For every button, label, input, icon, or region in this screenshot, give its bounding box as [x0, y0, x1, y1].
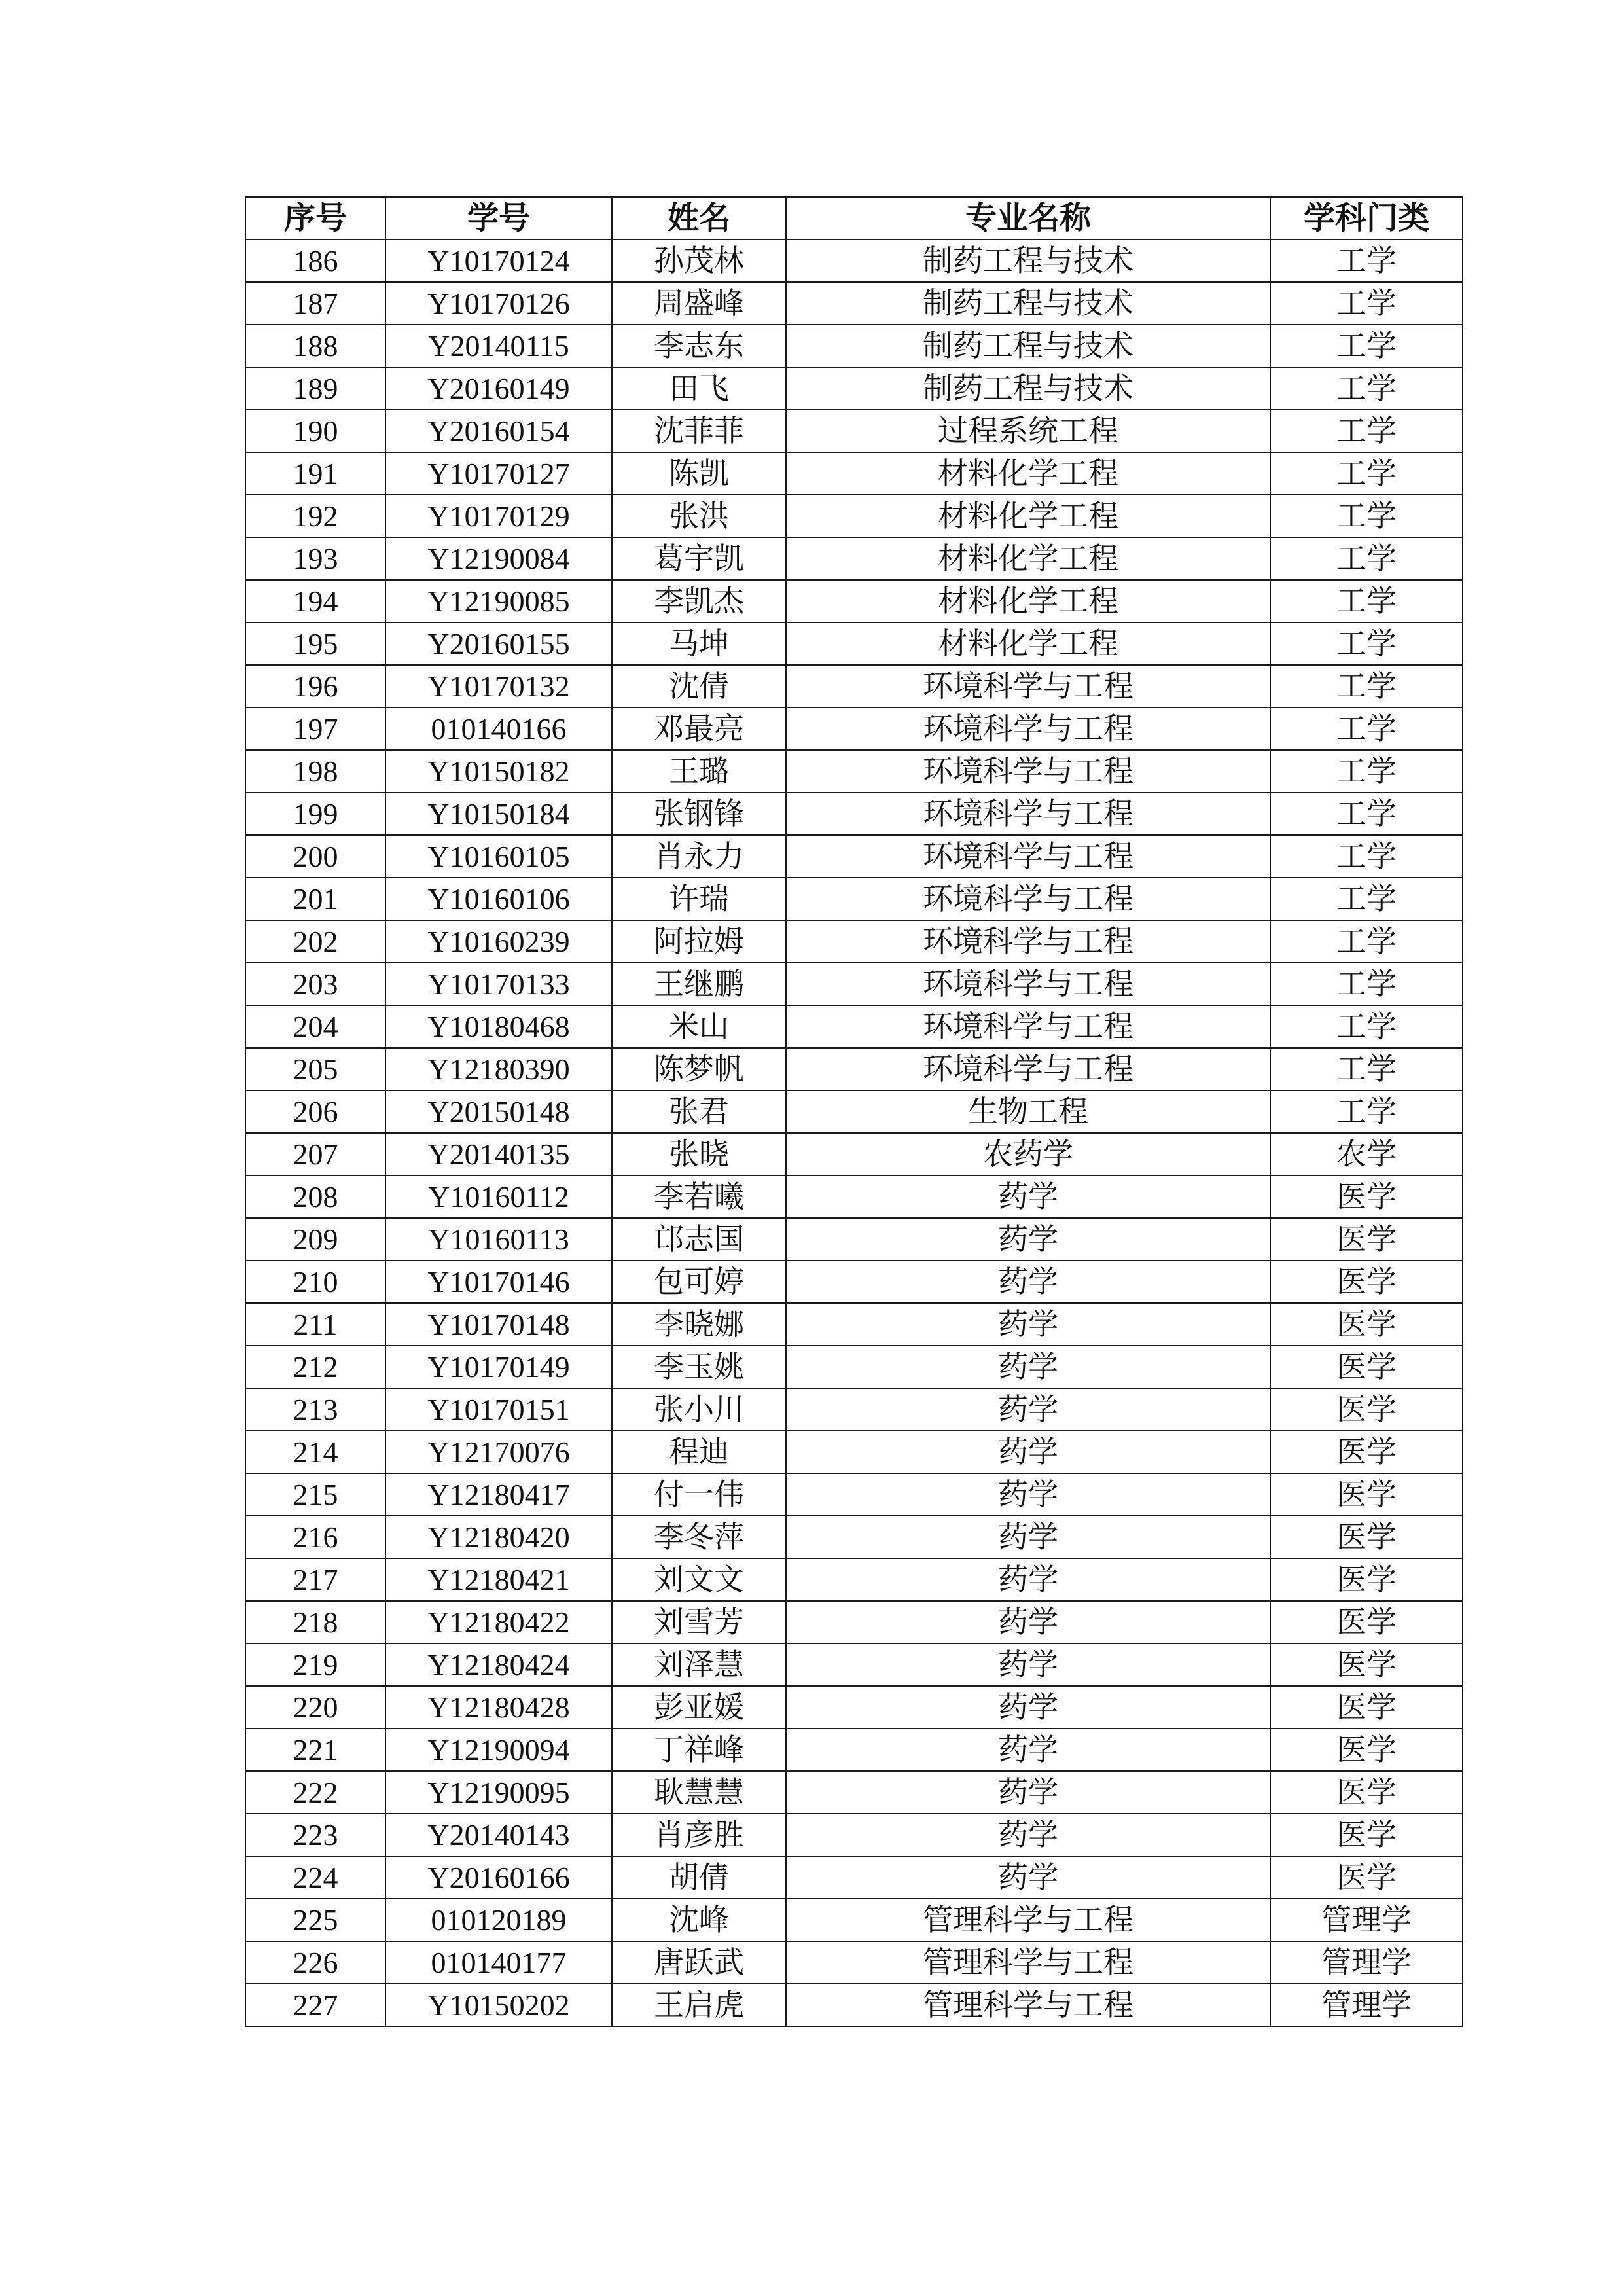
- cell-category: 工学: [1270, 495, 1463, 537]
- cell-name: 沈菲菲: [612, 410, 786, 452]
- cell-category: 医学: [1270, 1729, 1463, 1771]
- cell-name: 张晓: [612, 1133, 786, 1175]
- cell-name: 王璐: [612, 750, 786, 793]
- table-row: [245, 1218, 1463, 1261]
- cell-seq: 207: [245, 1133, 385, 1175]
- cell-category: 工学: [1270, 920, 1463, 963]
- cell-student-id: Y12190094: [385, 1729, 612, 1771]
- cell-major: 环境科学与工程: [786, 708, 1270, 750]
- table-row: [245, 708, 1463, 750]
- cell-major: 药学: [786, 1856, 1270, 1899]
- cell-name: 刘文文: [612, 1558, 786, 1601]
- cell-seq: 198: [245, 750, 385, 793]
- cell-name: 邓最亮: [612, 708, 786, 750]
- cell-seq: 201: [245, 878, 385, 920]
- cell-category: 医学: [1270, 1558, 1463, 1601]
- cell-category: 医学: [1270, 1388, 1463, 1431]
- cell-student-id: Y20140143: [385, 1814, 612, 1856]
- cell-name: 包可婷: [612, 1261, 786, 1303]
- cell-category: 医学: [1270, 1771, 1463, 1814]
- cell-name: 张钢锋: [612, 793, 786, 835]
- header-major: 专业名称: [786, 197, 1270, 240]
- cell-student-id: Y10170149: [385, 1346, 612, 1388]
- cell-name: 米山: [612, 1005, 786, 1048]
- cell-seq: 215: [245, 1473, 385, 1516]
- cell-student-id: Y10150182: [385, 750, 612, 793]
- cell-name: 田飞: [612, 367, 786, 410]
- cell-student-id: Y12180417: [385, 1473, 612, 1516]
- cell-name: 刘雪芳: [612, 1601, 786, 1643]
- cell-student-id: Y12180390: [385, 1048, 612, 1090]
- cell-major: 管理科学与工程: [786, 1984, 1270, 2026]
- cell-category: 工学: [1270, 793, 1463, 835]
- cell-major: 环境科学与工程: [786, 1048, 1270, 1090]
- cell-student-id: Y10170124: [385, 240, 612, 282]
- cell-major: 药学: [786, 1303, 1270, 1346]
- table-row: [245, 665, 1463, 708]
- table-row: [245, 1984, 1463, 2026]
- table-row: [245, 1005, 1463, 1048]
- cell-name: 彭亚媛: [612, 1686, 786, 1729]
- cell-category: 管理学: [1270, 1984, 1463, 2026]
- header-row: [245, 197, 1463, 240]
- cell-name: 沈峰: [612, 1899, 786, 1941]
- cell-seq: 208: [245, 1175, 385, 1218]
- cell-seq: 203: [245, 963, 385, 1005]
- table-row: [245, 1686, 1463, 1729]
- cell-seq: 199: [245, 793, 385, 835]
- cell-major: 药学: [786, 1814, 1270, 1856]
- cell-category: 工学: [1270, 878, 1463, 920]
- cell-name: 耿慧慧: [612, 1771, 786, 1814]
- cell-major: 环境科学与工程: [786, 835, 1270, 878]
- cell-major: 材料化学工程: [786, 495, 1270, 537]
- cell-major: 药学: [786, 1218, 1270, 1261]
- cell-category: 工学: [1270, 580, 1463, 622]
- cell-student-id: Y12180428: [385, 1686, 612, 1729]
- cell-major: 药学: [786, 1516, 1270, 1558]
- table-header: [245, 197, 1463, 240]
- table-row: [245, 1473, 1463, 1516]
- cell-major: 管理科学与工程: [786, 1899, 1270, 1941]
- table-row: [245, 282, 1463, 325]
- table-row: [245, 1643, 1463, 1686]
- cell-category: 工学: [1270, 325, 1463, 367]
- cell-seq: 211: [245, 1303, 385, 1346]
- cell-student-id: Y12190084: [385, 537, 612, 580]
- cell-category: 医学: [1270, 1856, 1463, 1899]
- cell-seq: 224: [245, 1856, 385, 1899]
- cell-name: 王继鹏: [612, 963, 786, 1005]
- cell-category: 工学: [1270, 708, 1463, 750]
- cell-major: 药学: [786, 1175, 1270, 1218]
- cell-seq: 220: [245, 1686, 385, 1729]
- cell-seq: 221: [245, 1729, 385, 1771]
- cell-student-id: Y10170133: [385, 963, 612, 1005]
- cell-category: 工学: [1270, 282, 1463, 325]
- cell-major: 药学: [786, 1686, 1270, 1729]
- cell-name: 李冬萍: [612, 1516, 786, 1558]
- cell-name: 李志东: [612, 325, 786, 367]
- cell-seq: 200: [245, 835, 385, 878]
- cell-seq: 205: [245, 1048, 385, 1090]
- cell-category: 工学: [1270, 1048, 1463, 1090]
- cell-category: 医学: [1270, 1346, 1463, 1388]
- header-seq: 序号: [245, 197, 385, 240]
- cell-seq: 217: [245, 1558, 385, 1601]
- table-row: [245, 793, 1463, 835]
- cell-name: 阿拉姆: [612, 920, 786, 963]
- cell-student-id: Y20160149: [385, 367, 612, 410]
- cell-major: 药学: [786, 1729, 1270, 1771]
- table-row: [245, 1303, 1463, 1346]
- cell-student-id: Y10170126: [385, 282, 612, 325]
- cell-category: 农学: [1270, 1133, 1463, 1175]
- cell-category: 工学: [1270, 410, 1463, 452]
- cell-seq: 219: [245, 1643, 385, 1686]
- cell-seq: 194: [245, 580, 385, 622]
- cell-student-id: Y10160105: [385, 835, 612, 878]
- cell-category: 医学: [1270, 1431, 1463, 1473]
- cell-major: 药学: [786, 1473, 1270, 1516]
- cell-name: 李玉姚: [612, 1346, 786, 1388]
- cell-category: 工学: [1270, 367, 1463, 410]
- cell-seq: 192: [245, 495, 385, 537]
- cell-name: 刘泽慧: [612, 1643, 786, 1686]
- cell-student-id: Y12170076: [385, 1431, 612, 1473]
- cell-name: 肖彦胜: [612, 1814, 786, 1856]
- cell-category: 工学: [1270, 665, 1463, 708]
- table-row: [245, 1388, 1463, 1431]
- header-category: 学科门类: [1270, 197, 1463, 240]
- table-row: [245, 1771, 1463, 1814]
- cell-seq: 210: [245, 1261, 385, 1303]
- cell-seq: 191: [245, 452, 385, 495]
- cell-student-id: Y20160154: [385, 410, 612, 452]
- cell-category: 医学: [1270, 1303, 1463, 1346]
- cell-student-id: Y10170132: [385, 665, 612, 708]
- cell-student-id: Y20160155: [385, 622, 612, 665]
- cell-student-id: Y10180468: [385, 1005, 612, 1048]
- cell-student-id: Y10160106: [385, 878, 612, 920]
- cell-major: 药学: [786, 1643, 1270, 1686]
- cell-major: 药学: [786, 1261, 1270, 1303]
- cell-name: 付一伟: [612, 1473, 786, 1516]
- document-page: [245, 196, 1462, 2027]
- cell-category: 医学: [1270, 1261, 1463, 1303]
- table-row: [245, 1346, 1463, 1388]
- cell-seq: 186: [245, 240, 385, 282]
- cell-seq: 206: [245, 1090, 385, 1133]
- cell-name: 李若曦: [612, 1175, 786, 1218]
- table-row: [245, 325, 1463, 367]
- table-row: [245, 410, 1463, 452]
- table-row: [245, 963, 1463, 1005]
- table-row: [245, 1090, 1463, 1133]
- table-row: [245, 1516, 1463, 1558]
- cell-seq: 226: [245, 1941, 385, 1984]
- cell-category: 医学: [1270, 1218, 1463, 1261]
- table-row: [245, 1601, 1463, 1643]
- cell-name: 张洪: [612, 495, 786, 537]
- cell-major: 过程系统工程: [786, 410, 1270, 452]
- header-name: 姓名: [612, 197, 786, 240]
- cell-major: 药学: [786, 1346, 1270, 1388]
- cell-category: 工学: [1270, 537, 1463, 580]
- cell-seq: 193: [245, 537, 385, 580]
- cell-major: 环境科学与工程: [786, 665, 1270, 708]
- cell-name: 孙茂林: [612, 240, 786, 282]
- cell-student-id: Y20160166: [385, 1856, 612, 1899]
- cell-student-id: Y10170151: [385, 1388, 612, 1431]
- table-row: [245, 580, 1463, 622]
- cell-name: 许瑞: [612, 878, 786, 920]
- cell-seq: 197: [245, 708, 385, 750]
- cell-seq: 212: [245, 1346, 385, 1388]
- cell-student-id: Y10150184: [385, 793, 612, 835]
- cell-student-id: Y10160112: [385, 1175, 612, 1218]
- table-row: [245, 920, 1463, 963]
- cell-name: 李晓娜: [612, 1303, 786, 1346]
- cell-major: 药学: [786, 1601, 1270, 1643]
- cell-category: 工学: [1270, 452, 1463, 495]
- cell-name: 葛宇凯: [612, 537, 786, 580]
- cell-seq: 204: [245, 1005, 385, 1048]
- cell-seq: 213: [245, 1388, 385, 1431]
- student-roster-table: [245, 196, 1463, 2027]
- cell-name: 王启虎: [612, 1984, 786, 2026]
- cell-category: 工学: [1270, 240, 1463, 282]
- cell-seq: 202: [245, 920, 385, 963]
- cell-category: 工学: [1270, 1005, 1463, 1048]
- cell-major: 环境科学与工程: [786, 793, 1270, 835]
- table-row: [245, 622, 1463, 665]
- cell-major: 生物工程: [786, 1090, 1270, 1133]
- table-row: [245, 1261, 1463, 1303]
- cell-seq: 218: [245, 1601, 385, 1643]
- cell-major: 药学: [786, 1388, 1270, 1431]
- table-row: [245, 452, 1463, 495]
- cell-major: 材料化学工程: [786, 622, 1270, 665]
- cell-seq: 187: [245, 282, 385, 325]
- cell-name: 周盛峰: [612, 282, 786, 325]
- table-row: [245, 1856, 1463, 1899]
- cell-major: 药学: [786, 1431, 1270, 1473]
- cell-student-id: 010140166: [385, 708, 612, 750]
- cell-student-id: Y12190095: [385, 1771, 612, 1814]
- cell-student-id: Y12180420: [385, 1516, 612, 1558]
- table-row: [245, 537, 1463, 580]
- cell-seq: 189: [245, 367, 385, 410]
- cell-major: 制药工程与技术: [786, 325, 1270, 367]
- cell-category: 医学: [1270, 1601, 1463, 1643]
- cell-major: 制药工程与技术: [786, 240, 1270, 282]
- table-row: [245, 367, 1463, 410]
- cell-seq: 225: [245, 1899, 385, 1941]
- cell-name: 唐跃武: [612, 1941, 786, 1984]
- cell-student-id: Y10160113: [385, 1218, 612, 1261]
- table-row: [245, 1941, 1463, 1984]
- table-row: [245, 1048, 1463, 1090]
- table-row: [245, 240, 1463, 282]
- cell-major: 农药学: [786, 1133, 1270, 1175]
- cell-category: 工学: [1270, 622, 1463, 665]
- cell-name: 程迪: [612, 1431, 786, 1473]
- cell-category: 医学: [1270, 1686, 1463, 1729]
- cell-name: 李凯杰: [612, 580, 786, 622]
- table-row: [245, 878, 1463, 920]
- cell-category: 管理学: [1270, 1941, 1463, 1984]
- cell-seq: 188: [245, 325, 385, 367]
- cell-seq: 216: [245, 1516, 385, 1558]
- cell-student-id: Y10170148: [385, 1303, 612, 1346]
- cell-student-id: 010120189: [385, 1899, 612, 1941]
- cell-major: 药学: [786, 1771, 1270, 1814]
- cell-student-id: Y10160239: [385, 920, 612, 963]
- cell-name: 邙志国: [612, 1218, 786, 1261]
- cell-major: 制药工程与技术: [786, 367, 1270, 410]
- cell-name: 肖永力: [612, 835, 786, 878]
- cell-major: 环境科学与工程: [786, 920, 1270, 963]
- cell-name: 胡倩: [612, 1856, 786, 1899]
- cell-student-id: 010140177: [385, 1941, 612, 1984]
- cell-student-id: Y12180421: [385, 1558, 612, 1601]
- cell-category: 医学: [1270, 1175, 1463, 1218]
- cell-major: 材料化学工程: [786, 580, 1270, 622]
- header-student-id: 学号: [385, 197, 612, 240]
- cell-category: 医学: [1270, 1516, 1463, 1558]
- table-row: [245, 1814, 1463, 1856]
- cell-name: 张君: [612, 1090, 786, 1133]
- table-row: [245, 750, 1463, 793]
- cell-seq: 214: [245, 1431, 385, 1473]
- table-row: [245, 495, 1463, 537]
- cell-student-id: Y12180424: [385, 1643, 612, 1686]
- table-row: [245, 835, 1463, 878]
- cell-student-id: Y10170127: [385, 452, 612, 495]
- table-row: [245, 1175, 1463, 1218]
- table-body: [245, 240, 1463, 2026]
- cell-major: 制药工程与技术: [786, 282, 1270, 325]
- cell-seq: 195: [245, 622, 385, 665]
- cell-name: 陈梦帆: [612, 1048, 786, 1090]
- cell-name: 沈倩: [612, 665, 786, 708]
- cell-major: 环境科学与工程: [786, 1005, 1270, 1048]
- cell-seq: 227: [245, 1984, 385, 2026]
- cell-student-id: Y10150202: [385, 1984, 612, 2026]
- cell-student-id: Y10170146: [385, 1261, 612, 1303]
- cell-student-id: Y20140135: [385, 1133, 612, 1175]
- cell-seq: 196: [245, 665, 385, 708]
- table-row: [245, 1899, 1463, 1941]
- cell-category: 工学: [1270, 1090, 1463, 1133]
- cell-category: 医学: [1270, 1643, 1463, 1686]
- table-row: [245, 1431, 1463, 1473]
- cell-seq: 222: [245, 1771, 385, 1814]
- cell-major: 环境科学与工程: [786, 963, 1270, 1005]
- cell-category: 医学: [1270, 1473, 1463, 1516]
- cell-major: 材料化学工程: [786, 537, 1270, 580]
- cell-student-id: Y12180422: [385, 1601, 612, 1643]
- cell-name: 丁祥峰: [612, 1729, 786, 1771]
- cell-category: 医学: [1270, 1814, 1463, 1856]
- cell-name: 马坤: [612, 622, 786, 665]
- cell-student-id: Y20150148: [385, 1090, 612, 1133]
- cell-major: 环境科学与工程: [786, 878, 1270, 920]
- cell-category: 工学: [1270, 750, 1463, 793]
- cell-student-id: Y12190085: [385, 580, 612, 622]
- cell-student-id: Y20140115: [385, 325, 612, 367]
- table-row: [245, 1558, 1463, 1601]
- table-row: [245, 1133, 1463, 1175]
- cell-name: 陈凯: [612, 452, 786, 495]
- cell-name: 张小川: [612, 1388, 786, 1431]
- cell-major: 药学: [786, 1558, 1270, 1601]
- cell-student-id: Y10170129: [385, 495, 612, 537]
- cell-major: 管理科学与工程: [786, 1941, 1270, 1984]
- cell-seq: 209: [245, 1218, 385, 1261]
- cell-major: 材料化学工程: [786, 452, 1270, 495]
- cell-category: 管理学: [1270, 1899, 1463, 1941]
- cell-major: 环境科学与工程: [786, 750, 1270, 793]
- cell-category: 工学: [1270, 835, 1463, 878]
- cell-seq: 223: [245, 1814, 385, 1856]
- cell-category: 工学: [1270, 963, 1463, 1005]
- cell-seq: 190: [245, 410, 385, 452]
- table-row: [245, 1729, 1463, 1771]
